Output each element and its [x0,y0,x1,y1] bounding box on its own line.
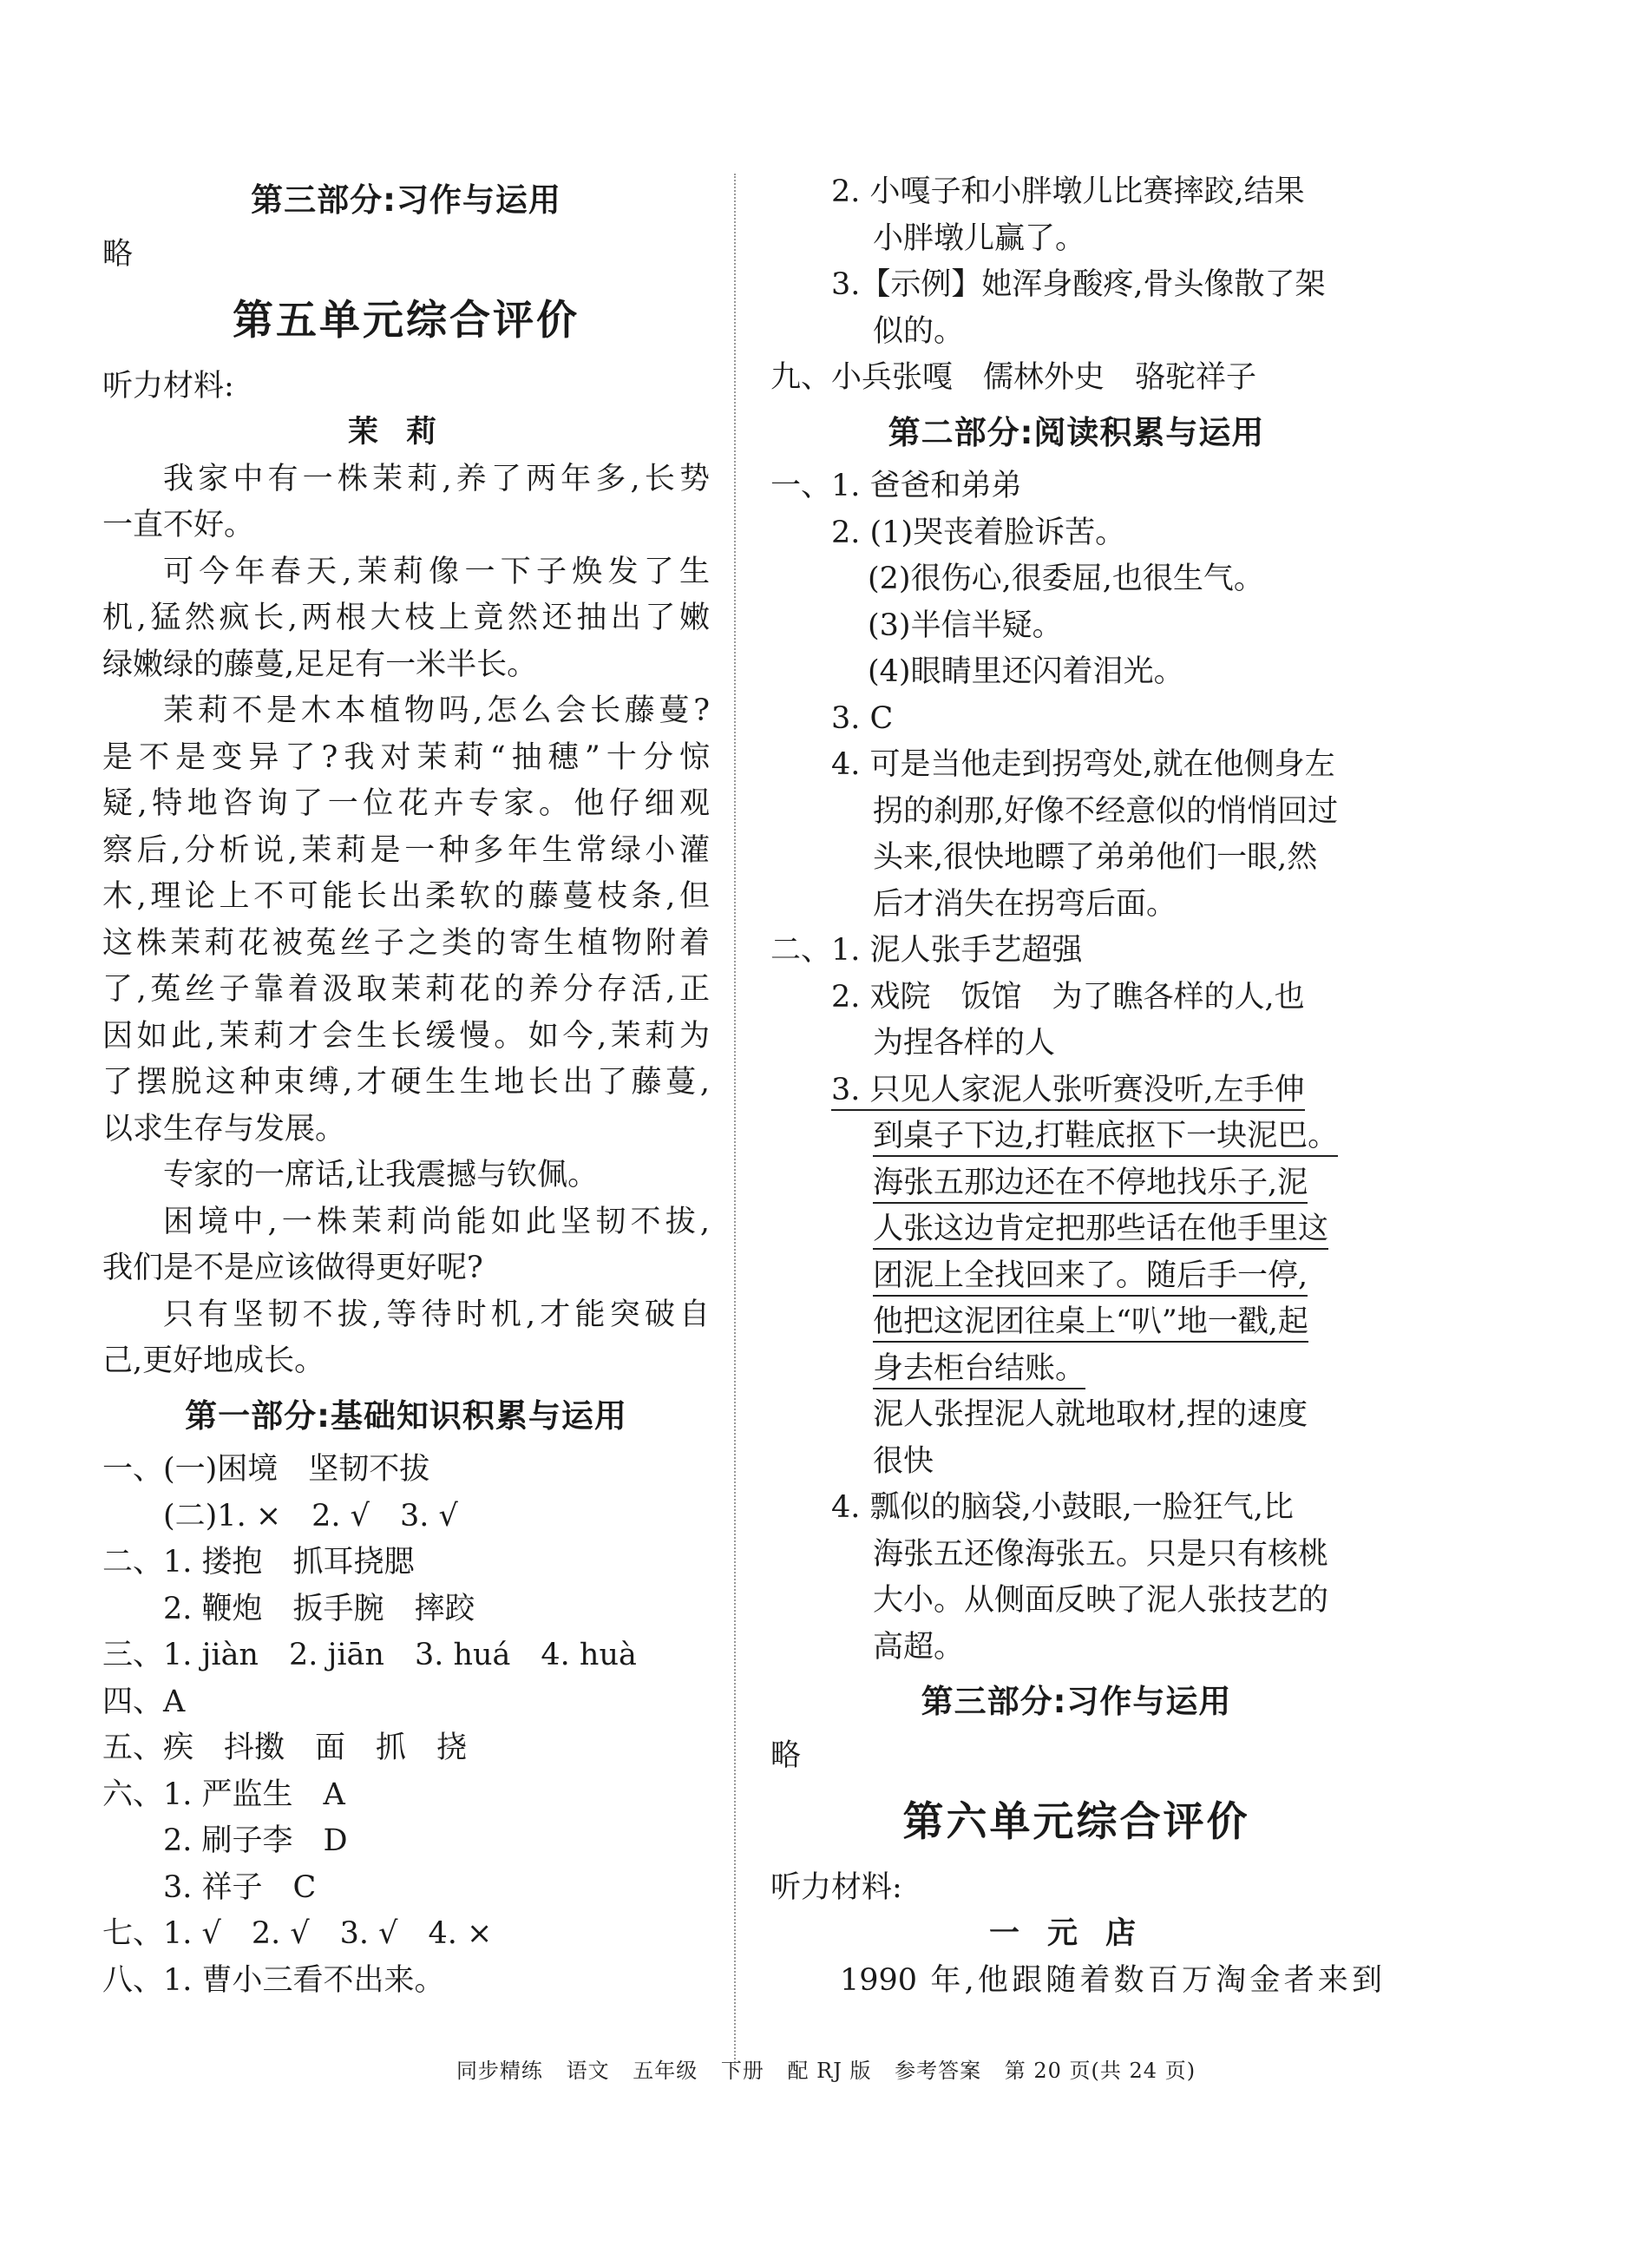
answer-line: 很快 [873,1443,934,1479]
footer-edition: 配 RJ 版 [787,2059,872,2083]
underlined-answer-line: 人张这边肯定把那些话在他手里这 [770,1206,1382,1253]
passage-line: 我们是不是应该做得更好呢? [102,1251,483,1285]
passage-line: 己,更好地成长。 [102,1343,325,1378]
passage-line: 了,菟丝子靠着汲取茉莉花的养分存活,正 [102,972,710,1007]
part2-answers [770,463,1382,1671]
passage-line: 一直不好。 [102,508,255,542]
answer-line: 3. 祥子 C [163,1869,317,1905]
answer-line: 似的。 [873,313,965,349]
passage-line: 因如此,茉莉才会生长缓慢。如今,茉莉为 [102,1018,710,1054]
answer-line: 高超。 [873,1629,965,1665]
listening-passage [102,457,710,1385]
passage-line: 了摆脱这种束缚,才硬生生地长出了藤蔓, [102,1065,710,1100]
section-title-part3: 第三部分:习作与运用 [251,181,561,219]
answer-line: 后才消失在拐弯后面。 [873,886,1177,922]
answer-line: (3)半信半疑。 [868,608,1063,643]
answer-line: 四、A [102,1684,186,1719]
passage-line: 机,猛然疯长,两根大枝上竟然还抽出了嫩 [102,601,710,635]
answer-line: 六、1. 严监生 A [102,1777,345,1812]
answer-line: 拐的刹那,好像不经意似的悄悄回过 [873,793,1339,829]
answer-line: 七、1. √ 2. √ 3. √ 4. × [102,1916,493,1951]
footer-book: 同步精练 [456,2059,543,2083]
underlined-answer-line: 团泥上全找回来了。随后手一停, [770,1253,1382,1300]
passage-line: 我家中有一株茉莉,养了两年多,长势 [163,461,710,496]
answer-line: 二、1. 泥人张手艺超强 [770,933,1083,968]
answer-line: 海张五还像海张五。只是只有核桃 [873,1536,1329,1572]
answer-line: 2. 鞭炮 扳手腕 摔跤 [163,1591,475,1626]
answer-line: 五、疾 抖擞 面 抓 挠 [102,1731,468,1765]
passage-line: 只有坚韧不拔,等待时机,才能突破自 [163,1297,710,1332]
passage-line: 木,理论上不可能长出柔软的藤蔓枝条,但 [102,879,710,914]
answer-line: 2. (1)哭丧着脸诉苦。 [831,515,1126,550]
underlined-answer-line: 3. 只见人家泥人张听赛没听,左手伸 [770,1067,1382,1114]
answer-line: 头来,很快地瞟了弟弟他们一眼,然 [873,840,1318,875]
underlined-answer-line: 到桌子下边,打鞋底抠下一块泥巴。 [770,1113,1382,1160]
unit5-title: 第五单元综合评价 [233,297,580,345]
answer-line: 八、1. 曹小三看不出来。 [102,1962,445,1998]
section-title-part1: 第一部分:基础知识积累与运用 [185,1396,627,1435]
part3-answer: 略 [770,1737,802,1773]
answer-line: (2)很伤心,很委屈,也很生气。 [868,562,1264,596]
column-divider [734,174,736,2066]
story-title: 一元店 [988,1916,1164,1951]
underlined-answer-line: 身去柜台结账。 [770,1346,1382,1393]
passage-line: 茉莉不是木本植物吗,怎么会长藤蔓? [163,693,710,728]
answer-line: 一、(一)困境 坚韧不拔 [102,1452,430,1487]
passage-line: 专家的一席话,让我震撼与钦佩。 [163,1158,599,1192]
passage-line: 疑,特地咨询了一位花卉专家。他仔细观 [102,786,710,821]
story-first-line: 1990 年,他跟随着数百万淘金者来到 [840,1962,1382,1998]
answer-line: 一、1. 爸爸和弟弟 [770,469,1022,503]
answer-line: 大小。从侧面反映了泥人张技艺的 [873,1583,1329,1618]
answer-line: 小胖墩儿赢了。 [873,220,1086,256]
footer-section: 参考答案 [895,2059,982,2083]
answer-line: 为捏各样的人 [873,1026,1056,1061]
underlined-answer-line: 他把这泥团往桌上“叭”地一戳,起 [770,1299,1382,1346]
passage-line: 是不是变异了?我对茉莉“抽穗”十分惊 [102,739,710,775]
answer-line: (二)1. × 2. √ 3. √ [163,1498,458,1534]
passage-line: 这株茉莉花被菟丝子之类的寄生植物附着 [102,925,710,961]
answer-line: 3. C [831,700,894,736]
unit6-title: 第六单元综合评价 [902,1798,1250,1846]
section-title-part2: 第二部分:阅读积累与运用 [888,413,1265,451]
footer-subject: 语文 [566,2059,610,2083]
part1-answers [102,1447,710,2004]
answer-line: 4. 可是当他走到拐弯处,就在他侧身左 [831,747,1335,782]
answer-line: 二、1. 搂抱 抓耳挠腮 [102,1545,415,1580]
answer-line: 三、1. jiàn 2. jiān 3. huá 4. huà [102,1638,637,1672]
passage-line: 绿嫩绿的藤蔓,足足有一米半长。 [102,647,538,682]
underlined-answer-line: 海张五那边还在不停地找乐子,泥 [770,1160,1382,1207]
section-title-part3: 第三部分:习作与运用 [921,1683,1232,1720]
part1-answers-continued [770,169,1382,402]
part3-answer: 略 [102,236,134,272]
answer-line: (4)眼睛里还闪着泪光。 [868,654,1184,689]
page-footer [0,2053,1652,2084]
passage-line: 困境中,一株茉莉尚能如此坚韧不拔, [163,1204,710,1239]
passage-line: 以求生存与发展。 [102,1111,346,1146]
passage-line: 可今年春天,茉莉像一下子焕发了生 [163,554,710,589]
right-column [770,169,1382,2004]
answer-line: 2. 戏院 饭馆 为了瞧各样的人,也 [831,979,1305,1015]
listening-label: 听力材料: [770,1869,902,1905]
left-column [102,169,710,2004]
footer-volume: 下册 [720,2059,764,2083]
passage-title: 茉莉 [347,415,464,450]
answer-line: 2. 小嘎子和小胖墩儿比赛摔跤,结果 [831,174,1305,209]
passage-line: 察后,分析说,茉莉是一种多年生常绿小灌 [102,832,710,868]
answer-line: 九、小兵张嘎 儒林外史 骆驼祥子 [770,360,1257,395]
footer-page-number: 第 20 页(共 24 页) [1004,2059,1196,2083]
answer-line: 泥人张捏泥人就地取材,捏的速度 [873,1397,1308,1432]
footer-grade: 五年级 [633,2059,698,2083]
answer-line: 3.【示例】她浑身酸疼,骨头像散了架 [831,267,1326,302]
answer-line: 4. 瓢似的脑袋,小鼓眼,一脸狂气,比 [831,1490,1294,1525]
answer-line: 2. 刷子李 D [163,1823,348,1858]
listening-label: 听力材料: [102,368,234,404]
